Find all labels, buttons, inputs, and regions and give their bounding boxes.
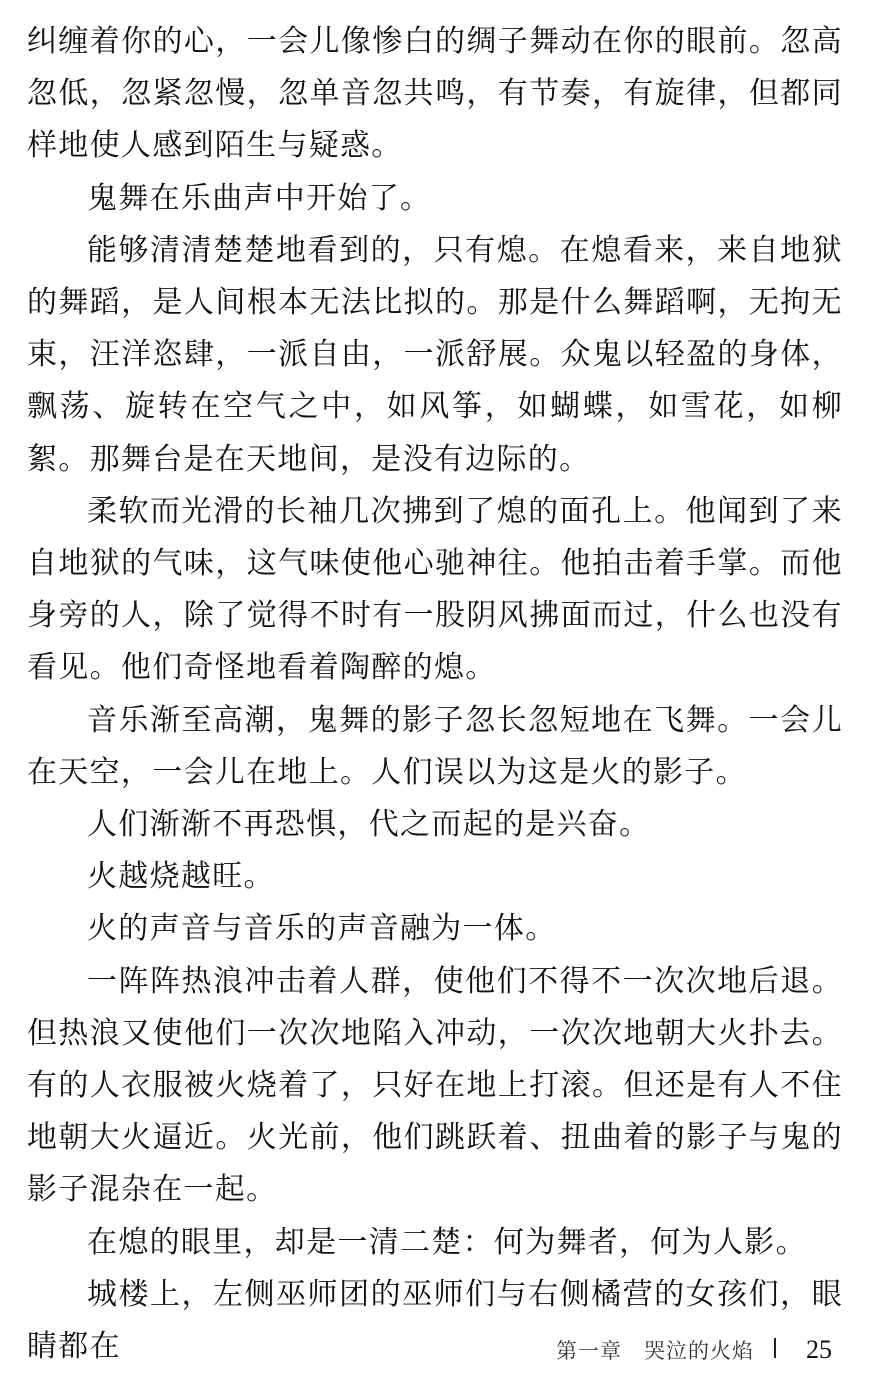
- footer-divider: [774, 1338, 776, 1358]
- paragraph-3: 能够清清楚楚地看到的，只有熄。在熄看来，来自地狱的舞蹈，是人间根本无法比拟的。那是什么舞蹈啊，无拘无束，汪洋恣肆，一派自由，一派舒展。众鬼以轻盈的身体，飘荡、旋转在空气之中，如风筝，如蝴蝶，如雪花，如柳絮。那舞台是在天地间，是没有边际的。: [27, 232, 843, 477]
- page-footer: [556, 1333, 832, 1367]
- chapter-title: 哭泣的火焰: [644, 1339, 754, 1363]
- paragraph-7: 火越烧越旺。: [87, 859, 275, 895]
- paragraph-1: 纠缠着你的心，一会儿像惨白的绸子舞动在你的眼前。忽高忽低，忽紧忽慢，忽单音忽共鸣，有节奏，有旋律，但都同样地使人感到陌生与疑惑。: [27, 24, 843, 164]
- paragraph-8: 火的声音与音乐的声音融为一体。: [87, 911, 557, 947]
- paragraph-11: 城楼上，左侧巫师团的巫师们与右侧橘营的女孩们，眼睛都在: [27, 1276, 843, 1365]
- chapter-number: 第一章: [556, 1339, 622, 1363]
- paragraph-9: 一阵阵热浪冲击着人群，使他们不得不一次次地后退。但热浪又使他们一次次地陷入冲动，一次次地朝大火扑去。有的人衣服被火烧着了，只好在地上打滚。但还是有人不住地朝大火逼近。火光前，他们跳跃着、扭曲着的影子与鬼的影子混杂在一起。: [27, 963, 843, 1208]
- page-body: [27, 16, 843, 1373]
- page-number: 25: [806, 1335, 832, 1364]
- paragraph-4: 柔软而光滑的长袖几次拂到了熄的面孔上。他闻到了来自地狱的气味，这气味使他心驰神往。他拍击着手掌。而他身旁的人，除了觉得不时有一股阴风拂面而过，什么也没有看见。他们奇怪地看着陶醉的熄。: [27, 493, 843, 686]
- paragraph-10: 在熄的眼里，却是一清二楚：何为舞者，何为人影。: [87, 1224, 807, 1260]
- paragraph-6: 人们渐渐不再恐惧，代之而起的是兴奋。: [87, 807, 651, 843]
- paragraph-2: 鬼舞在乐曲声中开始了。: [87, 180, 432, 216]
- paragraph-5: 音乐渐至高潮，鬼舞的影子忽长忽短地在飞舞。一会儿在天空，一会儿在地上。人们误以为这是火的影子。: [27, 702, 843, 790]
